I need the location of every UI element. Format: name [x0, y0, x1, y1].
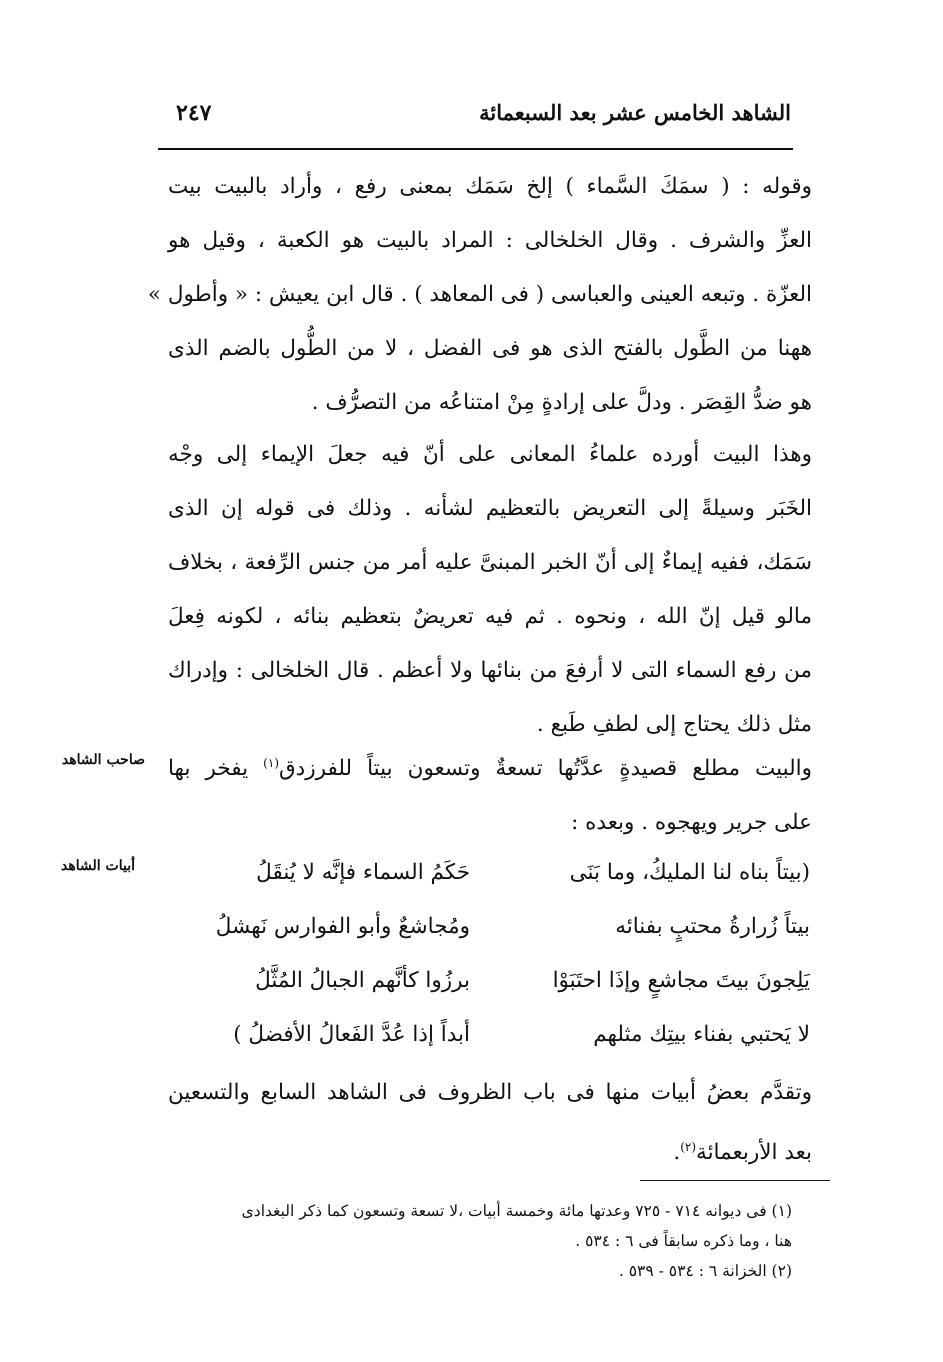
hemistich-first: يَلِجونَ بيتَ مجاشعٍ وإذَا احتَبَوْا — [552, 967, 810, 993]
text-line: على جرير ويهجوه . وبعده : — [571, 810, 812, 836]
poem-verses — [170, 845, 810, 1061]
footnote-ref-1[interactable]: (١) — [263, 756, 279, 770]
hemistich-second: حَكَمُ السماء فإنَّه لا يُنقَلُ — [256, 859, 470, 885]
footnotes — [160, 1196, 792, 1286]
hemistich-second: ومُجاشعٌ وأبو الفوارس نَهشلُ — [215, 913, 470, 939]
text-line: مالو قيل إنّ الله ، ونحوه . ثم فيه تعريضٌ بتعظيم بنائه ، لكونه فِعلَ — [168, 604, 812, 629]
verse-line — [170, 1007, 810, 1061]
verse-line — [170, 953, 810, 1007]
text-line — [168, 736, 812, 796]
text-line: وقوله : ( سمَكَ السَّماء ) إلخ سَمَك بمعنى رفع ، وأراد بالبيت بيت — [168, 174, 812, 199]
text-fragment: والبيت مطلع قصيدةٍ عدَّتُها تسعةٌ وتسعون بيتاً للفرزدق — [279, 756, 813, 782]
text-fragment: . — [673, 1140, 681, 1166]
text-line: وهذا البيت أورده علماءُ المعانى على أنّ فيه جعلَ الإيماء إلى وجْه — [168, 442, 812, 467]
running-header-title: الشاهد الخامس عشر بعد السبعمائة — [479, 100, 791, 125]
verse-line — [170, 899, 810, 953]
text-fragment: بعد الأربعمائة — [696, 1140, 812, 1166]
footnote-divider — [640, 1180, 830, 1181]
text-fragment: يفخر بها — [168, 756, 249, 782]
footnote-line: (٢) الخزانة ٦ : ٥٣٤ - ٥٣٩ . — [618, 1262, 792, 1280]
page-number: ٢٤٧ — [176, 100, 212, 126]
footnote-ref-2[interactable]: (٢) — [680, 1140, 697, 1154]
text-line: مثل ذلك يحتاج إلى لطفِ طَبع . — [536, 712, 812, 737]
paragraph-3 — [168, 736, 812, 850]
text-line: الخَبَر وسيلةً إلى التعريض بالتعظيم لشأنه . وذلك فى قوله إن الذى — [168, 496, 812, 521]
margin-label-verses: أبيات الشاهد — [61, 858, 135, 874]
paragraph-2 — [168, 428, 812, 752]
text-line: العزّة . وتبعه العينى والعباسى ( فى المعاهد ) . قال ابن يعيش : « وأطول » — [147, 282, 812, 307]
text-line: هو ضدُّ القِصَر . ودلَّ على إرادةٍ مِنْ امتناعُه من التصرُّف . — [311, 390, 812, 415]
paragraph-4 — [168, 1066, 812, 1180]
footnote-line: هنا ، وما ذكره سابقاً فى ٦ : ٥٣٤ . — [575, 1232, 792, 1250]
text-line: سَمَك، ففيه إيماءٌ إلى أنّ الخبر المبنىَّ عليه أمر من جنس الرِّفعة ، بخلاف — [168, 550, 812, 575]
hemistich-first: بيتاً زُرارةُ محتبٍ بفنائه — [615, 913, 810, 939]
footnote-line: (١) فى ديوانه ٧١٤ - ٧٢٥ وعدتها مائة وخمسة أبيات ،لا تسعة وتسعون كما ذكر البغدادى — [241, 1202, 792, 1220]
text-line — [168, 1120, 812, 1180]
hemistich-first: لا يَحتبي بفناء بيتِك مثلهم — [593, 1021, 810, 1047]
verse-line — [170, 845, 810, 899]
hemistich-second: برزُوا كأنَّهم الجبالُ المُثَّلُ — [255, 967, 470, 993]
margin-label-poet: صاحب الشاهد — [61, 752, 145, 768]
header-divider — [158, 148, 793, 150]
hemistich-first: (بيتاً بناه لنا المليكُ، وما بَنَى — [569, 859, 810, 885]
text-line: وتقدَّم بعضُ أبيات منها فى باب الظروف فى الشاهد السابع والتسعين — [168, 1080, 812, 1105]
text-line: ههنا من الطَّول بالفتح الذى هو فى الفضل ، لا من الطُّول بالضم الذى — [168, 336, 812, 361]
text-line: العزِّ والشرف . وقال الخلخالى : المراد بالبيت هو الكعبة ، وقيل هو — [168, 228, 812, 253]
hemistich-second: أبداً إذا عُدَّ الفَعالُ الأفضلُ ) — [233, 1021, 470, 1047]
paragraph-1 — [147, 160, 812, 430]
text-line: من رفع السماء التى لا أرفعَ من بنائها ولا أعظم . قال الخلخالى : وإدراك — [168, 658, 812, 683]
